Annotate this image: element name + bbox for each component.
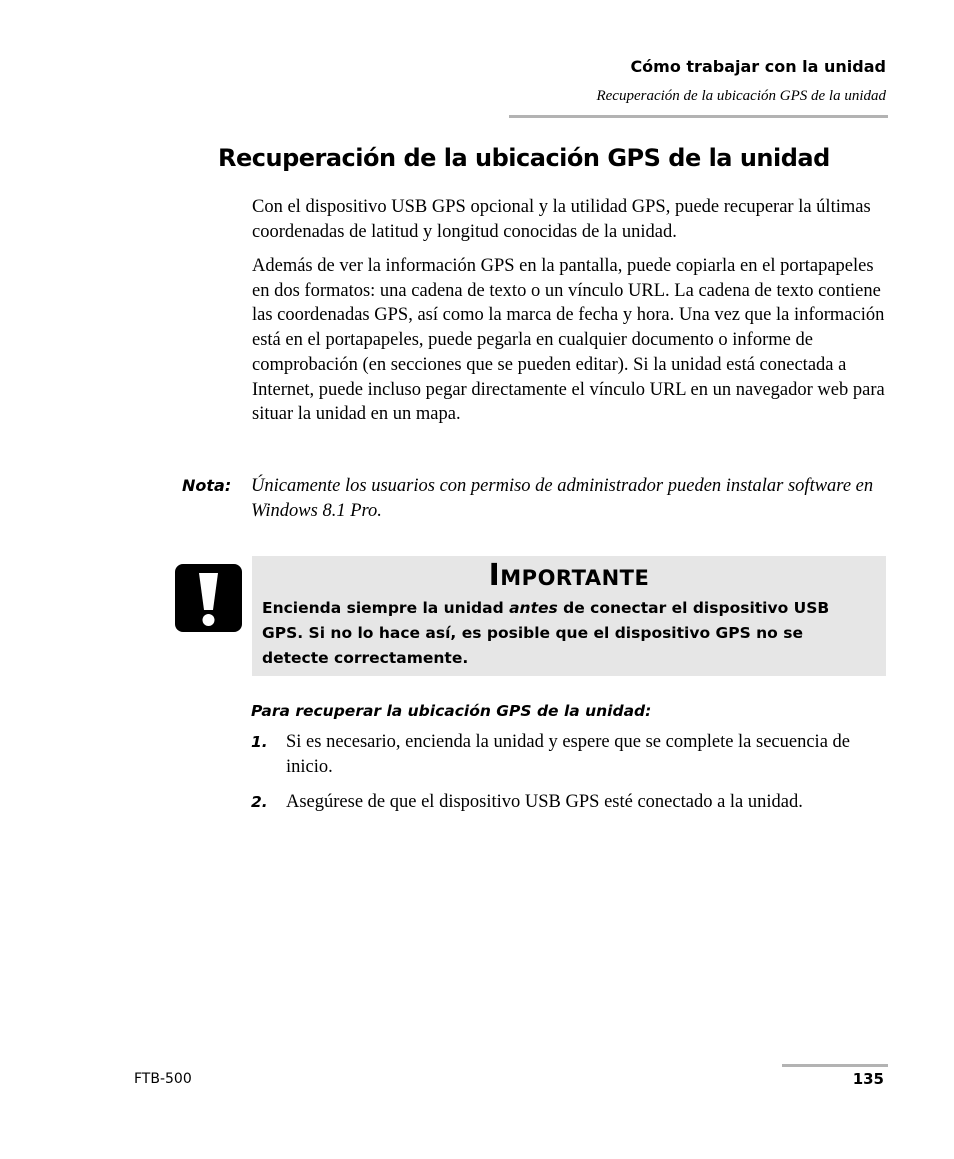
exclamation-icon <box>175 564 242 632</box>
header-divider <box>509 115 888 118</box>
details-paragraph: Además de ver la información GPS en la pantalla, puede copiarla en el portapapeles en dos formatos: una cadena de texto o un vínculo URL. La cadena de texto contiene las coordenadas GPS, así como la marca de fecha y hora. Una vez que la información está en el portapapeles, puede pegarla en cualquier documento o informe de comprobación (en secciones que se pueden editar). Si la unidad está conectada a Internet, puede incluso pegar directamente el vínculo URL en un navegador web para situar la unidad en un mapa. <box>252 256 885 425</box>
step-number: 2. <box>251 793 268 811</box>
intro-paragraph: Con el dispositivo USB GPS opcional y la utilidad GPS, puede recuperar la últimas coordenadas de latitud y longitud conocidas de la unidad. <box>252 197 871 242</box>
footer-product-name: FTB-500 <box>134 1071 192 1087</box>
important-text-emphasis: antes <box>509 599 558 617</box>
important-title: Importante <box>488 558 650 593</box>
step-text: Asegúrese de que el dispositivo USB GPS esté conectado a la unidad. <box>286 792 803 812</box>
page-number: 135 <box>852 1070 884 1088</box>
step-number: 1. <box>251 733 268 751</box>
note-label: Nota: <box>182 476 232 495</box>
page-title: Recuperación de la ubicación GPS de la unidad <box>218 144 830 172</box>
important-text <box>262 596 862 671</box>
footer-divider <box>782 1064 888 1067</box>
important-text-end: de conectar el dispositivo USB GPS. Si no lo hace así, es posible que el dispositivo GPS no se detecte correctamente. <box>262 599 830 667</box>
procedure-title: Para recuperar la ubicación GPS de la unidad: <box>251 702 652 720</box>
header-chapter-title: Cómo trabajar con la unidad <box>630 57 886 76</box>
note-text: Únicamente los usuarios con permiso de administrador pueden instalar software en Windows 8.1 Pro. <box>251 476 874 521</box>
important-callout <box>252 556 886 676</box>
step-text: Si es necesario, encienda la unidad y espere que se complete la secuencia de inicio. <box>286 732 850 777</box>
header-section-title: Recuperación de la ubicación GPS de la unidad <box>596 88 886 104</box>
important-text-start: Encienda siempre la unidad <box>262 599 510 617</box>
